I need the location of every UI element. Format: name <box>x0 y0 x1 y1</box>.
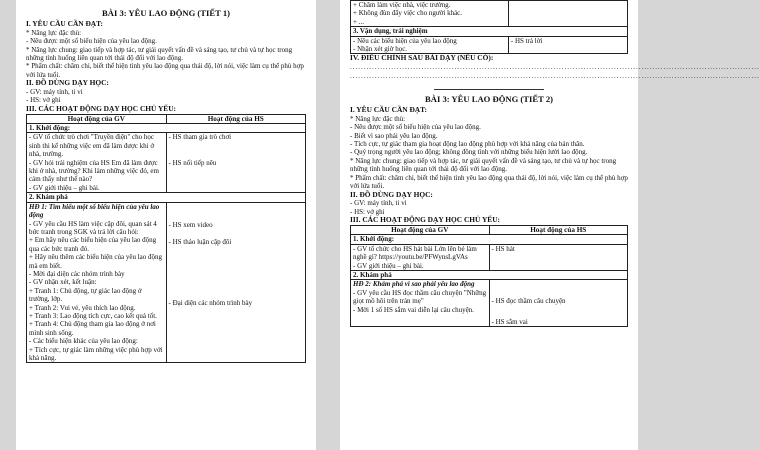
activities-table-2 <box>350 225 628 327</box>
text-line: + Tranh 3: Lao động tích cực, cao kết quả tốt. <box>29 311 157 320</box>
warmup-teacher-cell <box>351 244 490 270</box>
requirement-line: * Phẩm chất: chăm chỉ, biết thể hiện tình yêu lao động qua thái độ, lời nói, việc làm cụ thể phù hợp với lứa tuổi. <box>350 173 628 191</box>
row-heading-explore: 2. Khám phá <box>27 193 306 202</box>
text-line: + Em hãy nêu các biểu hiện của yêu lao động qua các bức tranh đó. <box>29 236 157 253</box>
section-heading-requirements: I. YÊU CẦU CẦN ĐẠT: <box>350 105 427 115</box>
text-line: - GV giới thiệu – ghi bài. <box>353 261 424 270</box>
tools-line: - GV: máy tính, ti vi <box>26 88 83 97</box>
text-line: - GV yêu cầu HS đọc thầm câu chuyện "Những giọt mồ hôi trên trán mẹ" <box>353 288 487 306</box>
text-line: + ... <box>353 17 364 26</box>
section-heading-adjustment: IV. ĐIỀU CHỈNH SAU BÀI DẠY (NẾU CÓ): <box>350 53 494 63</box>
page-title: BÀI 3: YÊU LAO ĐỘNG (TIẾT 1) <box>102 8 230 18</box>
row-heading-explore: 2. Khám phá <box>351 270 628 279</box>
text-line: + Tích cực, tự giác làm những việc phù hợp với khả năng. <box>29 345 163 363</box>
section-heading-activities: III. CÁC HOẠT ĐỘNG DẠY HỌC CHỦ YẾU: <box>26 103 177 113</box>
column-header-student: Hoạt động của HS <box>166 114 306 123</box>
text-line: - Mời 1 số HS sắm vai diễn lại câu chuyện. <box>353 305 474 314</box>
section-heading-requirements: I. YÊU CẦU CẦN ĐẠT: <box>26 19 103 28</box>
row-heading-warmup: 1. Khởi động: <box>27 124 306 133</box>
requirement-line: * Năng lực chung: giao tiếp và hợp tác, tư giải quyết vấn đề và sáng tạo, tư chủ và tự học trong những tình huống liên quan tới thái độ đối với lao động. <box>26 45 293 63</box>
text-line: + Tranh 2: Vui vẻ, yêu thích lao động. <box>29 303 136 312</box>
text-line: - Đại diện các nhóm trình bày <box>168 298 253 307</box>
text-line: + Tranh 1: Chủ động, tự giác lao động ở trường, lớp. <box>29 286 142 304</box>
activities-table <box>26 114 306 364</box>
text-line: - HS đọc thầm câu chuyện <box>491 297 566 306</box>
requirement-line: - Nêu được một số biểu hiện của yêu lao động. <box>350 123 481 132</box>
requirement-line: * Phẩm chất: chăm chỉ, biết thể hiện tình yêu lao động qua thái độ, lời nói, việc làm cụ thể phù hợp với lứa tuổi. <box>26 62 304 79</box>
text-line: - HS sắm vai <box>491 317 528 326</box>
text-line: - GV tổ chức trò chơi "Truyền điện" cho học sinh thi kể những việc em đã làm được khi ở nhà, trường. <box>29 133 155 159</box>
explore-teacher-cell <box>351 280 490 327</box>
row-heading-warmup: 1. Khởi động: <box>351 235 628 244</box>
warmup-teacher-cell <box>27 133 167 193</box>
text-line: - Nêu các biểu hiện của yêu lao động <box>353 36 457 45</box>
text-line: - GV hỏi trải nghiệm của HS Em đã làm được khi ở nhà, trường? Khi làm những việc đó, em cảm thấy như thế nào? <box>29 158 159 184</box>
activity-heading: HĐ 1: Tìm hiểu một số biểu hiện của yêu lao động <box>29 202 160 220</box>
text-line: - GV yêu cầu HS làm việc cặp đôi, quan sát 4 bức tranh trong SGK và trả lời câu hỏi: <box>29 219 157 236</box>
text-line: + Chăm làm việc nhà, việc trường. <box>353 1 451 9</box>
tools-line: - GV: máy tính, ti vi <box>350 199 407 208</box>
text-line: - GV nhận xét, kết luận: <box>29 278 97 287</box>
dotted-line: ..................................................................................................................................................... <box>350 63 760 72</box>
explore-student-cell <box>489 280 628 327</box>
text-line: - HS thảo luận cặp đôi <box>168 238 232 247</box>
text-line: - Các biểu hiện khác của yêu lao động: <box>29 337 138 346</box>
requirement-line: * Năng lực đặc thù: <box>26 28 82 37</box>
requirement-line: - Nêu được một số biểu hiện của yêu lao động. <box>26 37 157 46</box>
explore-student-cell <box>166 202 306 363</box>
section-heading-tools: II. ĐỒ DÙNG DẠY HỌC: <box>26 78 109 88</box>
column-header-teacher: Hoạt động của GV <box>27 114 167 123</box>
warmup-student-cell <box>166 133 306 193</box>
apply-student-cell: - HS trả lời <box>508 36 627 54</box>
continued-teacher-cell <box>351 1 509 27</box>
text-line: + Tranh 4: Chủ động tham gia lao động ở nơi mình sinh sống. <box>29 320 156 337</box>
requirement-line: - Quý trọng người yêu lao động; không đồng tình với những biểu hiện lười lao động. <box>350 148 588 157</box>
requirement-line: - Biết vì sao phải yêu lao động. <box>350 131 438 140</box>
column-header-teacher: Hoạt động của GV <box>351 225 490 234</box>
tools-line: - HS: vở ghi <box>26 96 61 105</box>
page-title: BÀI 3: YÊU LAO ĐỘNG (TIẾT 2) <box>425 94 553 105</box>
activity-heading: HĐ 2: Khám phá vì sao phải yêu lao động <box>353 280 475 289</box>
requirement-line: * Năng lực chung: giao tiếp và hợp tác, tư giải quyết vấn đề và sáng tạo, tư chủ và tự học trong những tình huống liên quan tới thái độ đối với lao động. <box>350 156 617 174</box>
text-line: - Mời đại diện các nhóm trình bày <box>29 269 125 278</box>
continued-table <box>350 0 628 54</box>
column-header-student: Hoạt động của HS <box>489 225 628 234</box>
text-line: - GV tổ chức cho HS hát bài Lớn lên bé làm nghề gì? https://youtu.be/PFWynsLgVAs <box>353 244 477 262</box>
text-line: + Không đùn đẩy việc cho người khác. <box>353 9 463 18</box>
text-line: - GV giới thiệu – ghi bài. <box>29 183 100 192</box>
requirement-line: * Năng lực đặc thù: <box>350 114 406 123</box>
text-line: + Hãy nêu thêm các biểu hiện của yêu lao động mà em biết. <box>29 253 163 270</box>
apply-teacher-cell <box>351 36 509 54</box>
dotted-line: ..................................................................................................................................................... <box>350 71 760 80</box>
continued-student-cell <box>508 1 627 27</box>
divider <box>434 89 544 90</box>
row-heading-apply: 3. Vận dụng, trải nghiệm <box>351 27 628 36</box>
tools-line: - HS: vở ghi <box>350 207 385 216</box>
requirement-line: - Tích cực, tự giác tham gia hoạt động lao động phù hợp với khả năng của bản thân. <box>350 140 585 149</box>
document-page-2 <box>340 0 760 450</box>
text-line: - Nhận xét giờ học. <box>353 45 408 54</box>
text-line: - HS xem video <box>168 220 213 229</box>
warmup-student-cell <box>489 244 628 270</box>
section-heading-tools: II. ĐỒ DÙNG DẠY HỌC: <box>350 189 433 199</box>
text-line: - HS tham gia trò chơi <box>168 133 232 142</box>
document-page-1 <box>16 0 316 450</box>
section-heading-activities: III. CÁC HOẠT ĐỘNG DẠY HỌC CHỦ YẾU: <box>350 215 501 225</box>
text-line: - HS hát <box>491 244 515 253</box>
text-line: - HS nối tiếp nêu <box>168 158 217 167</box>
explore-teacher-cell <box>27 202 167 363</box>
